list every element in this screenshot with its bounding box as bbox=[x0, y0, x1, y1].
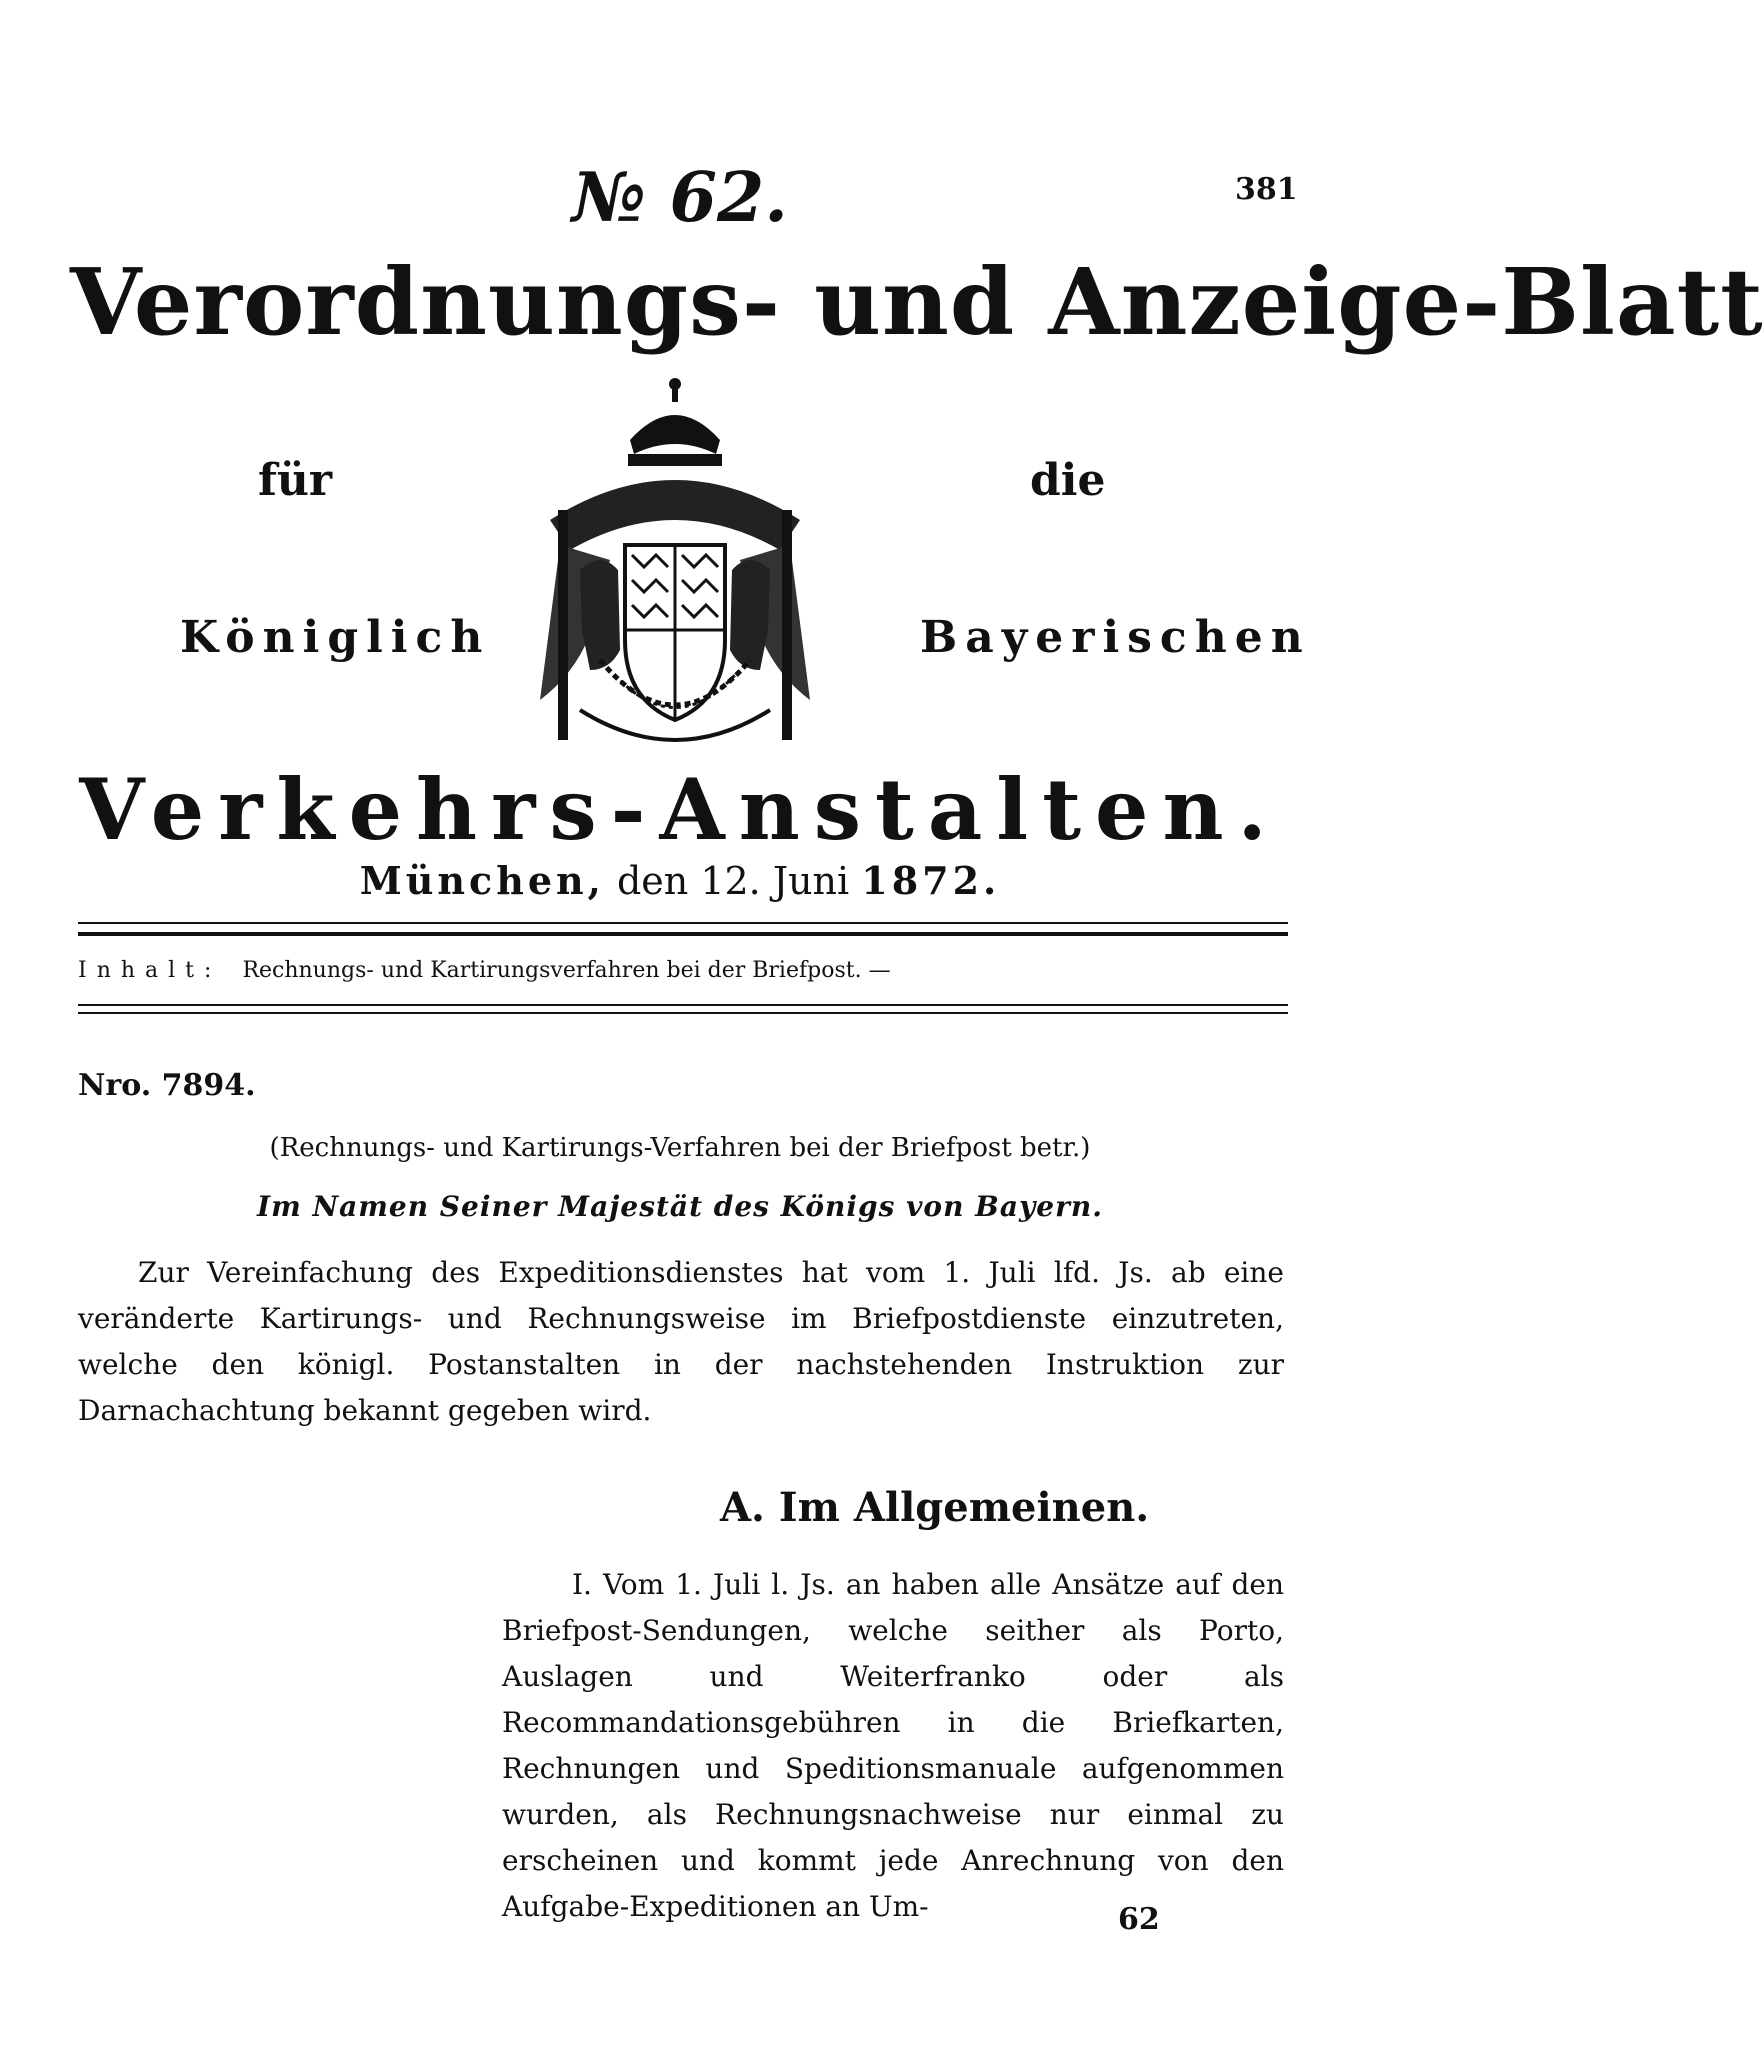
masthead-word-die: die bbox=[1030, 455, 1106, 506]
section-heading: A. Im Allgemeinen. bbox=[720, 1484, 1150, 1531]
coat-of-arms-icon bbox=[520, 370, 830, 770]
divider bbox=[78, 932, 1288, 936]
contents-label: Inhalt: bbox=[78, 958, 222, 983]
divider bbox=[78, 1012, 1288, 1014]
contents-line bbox=[78, 958, 891, 983]
decree-invocation: Im Namen Seiner Majestät des Königs von Bayern. bbox=[257, 1190, 1103, 1223]
masthead-word-fuer: für bbox=[258, 455, 333, 506]
divider bbox=[78, 922, 1288, 924]
masthead-word-bayerischen: Bayerischen bbox=[920, 612, 1311, 663]
main-title: Verordnungs- und Anzeige-Blatt bbox=[70, 248, 1764, 356]
date-city: München, bbox=[359, 858, 605, 903]
issue-number: № 62. bbox=[572, 158, 788, 238]
divider bbox=[78, 1004, 1288, 1006]
contents-text: Rechnungs- und Kartirungsverfahren bei der Briefpost. — bbox=[242, 958, 891, 983]
page-number: 381 bbox=[1235, 172, 1298, 207]
paragraph-i: I. Vom 1. Juli l. Js. an haben alle Ansätze auf den Briefpost-Sendungen, welche seither als Porto, Auslagen und Weiterfranko oder als Recommandationsgebühren in die Briefkarten, Rechnungen und Speditionsmanuale aufgenommen wurden, als Rechnungsnachweise nur einmal zu erscheinen und kommt jede Anrechnung von den Aufgabe-Expeditionen an Um- bbox=[502, 1568, 1284, 1923]
masthead-word-koeniglich: Königlich bbox=[180, 612, 491, 663]
date-year: 1872. bbox=[861, 858, 1001, 903]
signature-mark: 62 bbox=[1118, 1902, 1160, 1937]
date-line bbox=[0, 858, 1360, 903]
intro-paragraph: Zur Vereinfachung des Expeditionsdienstes hat vom 1. Juli lfd. Js. ab eine veränderte Kartirungs- und Rechnungsweise im Briefpostdienste einzutreten, welche den königl. Postanstalten in der nachstehenden Instruktion zur Darnachachtung bekannt gegeben wird. bbox=[78, 1256, 1284, 1427]
date-text: den 12. Juni bbox=[616, 859, 850, 903]
sub-title: Verkehrs-Anstalten. bbox=[79, 760, 1281, 859]
decree-number: Nro. 7894. bbox=[78, 1068, 256, 1103]
decree-subject: (Rechnungs- und Kartirungs-Verfahren bei der Briefpost betr.) bbox=[269, 1133, 1091, 1163]
